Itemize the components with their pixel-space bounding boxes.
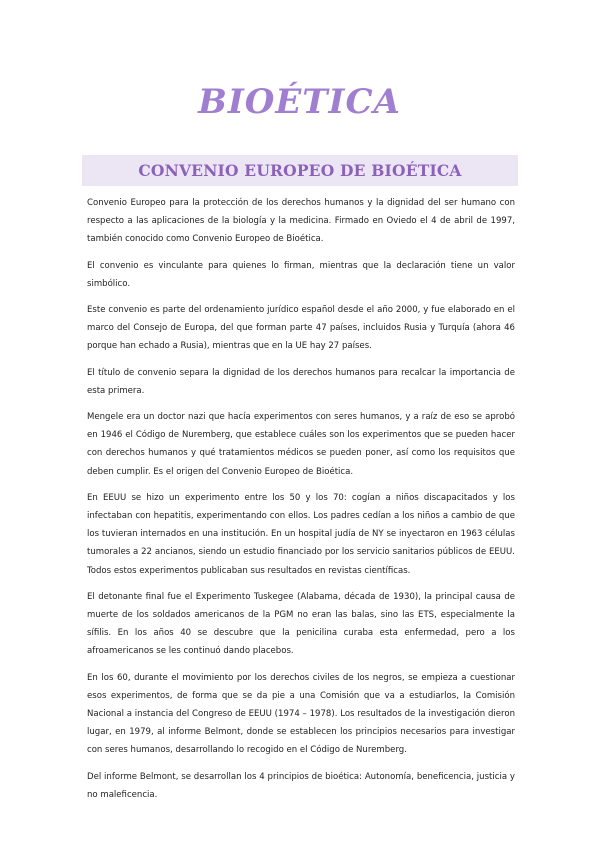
paragraph: Del informe Belmont, se desarrollan los 4 principios de bioética: Autonomía, beneficencia, justicia y no maleficencia. <box>87 771 515 800</box>
paragraph: El convenio es vinculante para quienes lo firman, mientras que la declaración tiene un valor simbólico. <box>87 260 515 289</box>
paragraph: Mengele era un doctor nazi que hacía experimentos con seres humanos, y a raíz de eso se aprobó en 1946 el Código de Nuremberg, que establece cuáles son los experimentos que se pueden hacer con derechos humanos y qué tratamientos médicos se pueden poner, así como los requisitos que deben cumplir. Es el origen del Convenio Europeo de Bioética. <box>87 412 515 477</box>
paragraph: El título de convenio separa la dignidad de los derechos humanos para recalcar la importancia de esta primera. <box>87 367 515 396</box>
paragraph: En EEUU se hizo un experimento entre los 50 y los 70: cogían a niños discapacitados y los infectaban con hepatitis, experimentando con ellos. Los padres cedían a los niños a cambio de que los tuvieran internados en una institución. En un hospital judía de NY se inyectaron en 1963 células tumorales a 22 ancianos, siendo un estudio financiado por los servicio sanitarios públicos de EEUU. Todos estos experimentos publicaban sus resultados en revistas científicas. <box>87 492 515 576</box>
page-title: BIOÉTICA <box>198 82 401 122</box>
body-text <box>87 194 515 812</box>
paragraph: Este convenio es parte del ordenamiento jurídico español desde el año 2000, y fue elaborado en el marco del Consejo de Europa, del que forman parte 47 países, incluidos Rusia y Turquía (ahora 46 porque han echado a Rusia), mientras que en la UE hay 27 países. <box>87 305 515 352</box>
paragraph: Convenio Europeo para la protección de los derechos humanos y la dignidad del ser humano con respecto a las aplicaciones de la biología y la medicina. Firmado en Oviedo el 4 de abril de 1997, también conocido como Convenio Europeo de Bioética. <box>87 198 515 245</box>
paragraph: El detonante final fue el Experimento Tuskegee (Alabama, década de 1930), la principal causa de muerte de los soldados americanos de la PGM no eran las balas, sino las ETS, especialmente la sífilis. En los años 40 se descubre que la penicilina curaba esta enfermedad, pero a los afroamericanos se les continuó dando placebos. <box>87 591 515 657</box>
section-banner <box>82 155 518 186</box>
paragraph: En los 60, durante el movimiento por los derechos civiles de los negros, se empieza a cuestionar esos experimentos, de forma que se da pie a una Comisión que va a estudiarlos, la Comisión Nacional a instancia del Congreso de EEUU (1974 – 1978). Los resultados de la investigación dieron lugar, en 1979, al informe Belmont, donde se establecen los principios necesarios para investigar con seres humanos, desarrollando lo recogido en el Código de Nuremberg. <box>87 672 515 756</box>
section-heading: CONVENIO EUROPEO DE BIOÉTICA <box>138 161 462 180</box>
